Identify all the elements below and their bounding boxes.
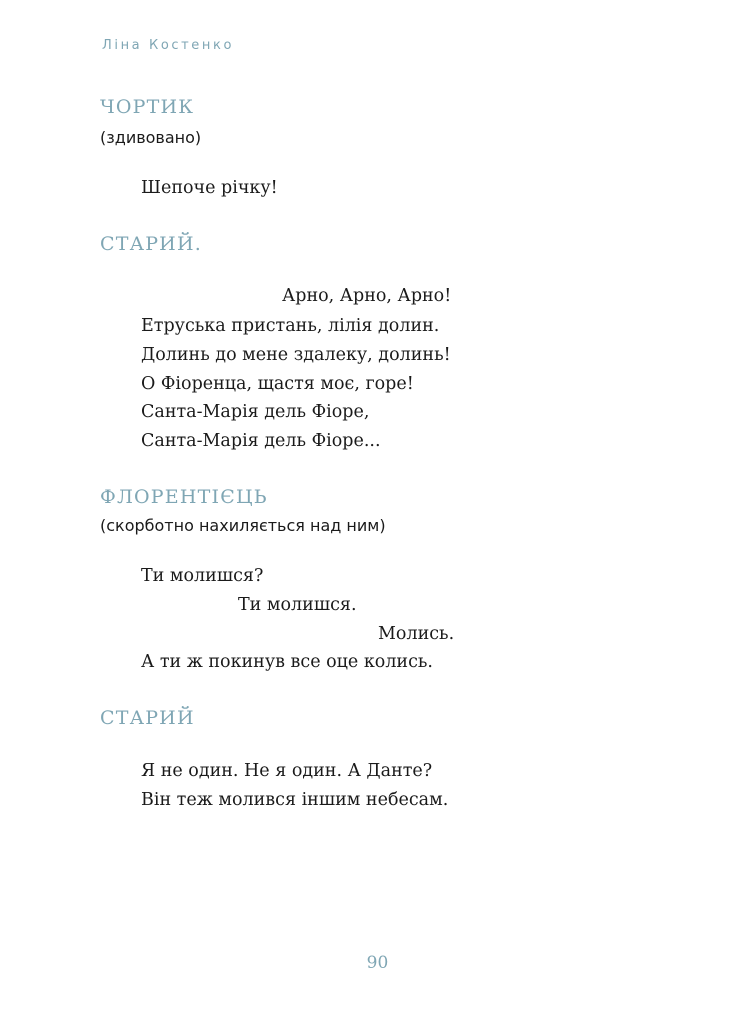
verse-line: Арно, Арно, Арно! xyxy=(282,286,452,306)
verse-line: Санта-Марія дель Фіоре... xyxy=(141,431,381,451)
verse-line: Ти молишся. xyxy=(238,595,357,615)
verse-line: Я не один. Не я один. А Данте? xyxy=(141,761,433,781)
speaker-name: ФЛОРЕНТІЄЦЬ xyxy=(100,486,268,508)
verse-line: Молись. xyxy=(378,624,455,644)
verse-line: Долинь до мене здалеку, долинь! xyxy=(141,345,451,365)
page-number: 90 xyxy=(366,953,389,973)
verse-line: Санта-Марія дель Фіоре, xyxy=(141,402,370,422)
verse-line: А ти ж покинув все оце колись. xyxy=(141,652,433,672)
verse-line: Він теж молився іншим небесам. xyxy=(141,790,449,810)
running-head-author: Ліна Костенко xyxy=(102,38,234,53)
verse-line: Шепоче річку! xyxy=(141,178,278,198)
stage-direction: (скорботно нахиляється над ним) xyxy=(100,516,386,535)
speaker-name: СТАРИЙ xyxy=(100,707,195,729)
verse-line: Ти молишся? xyxy=(141,566,264,586)
speaker-name: ЧОРТИК xyxy=(100,96,195,118)
speaker-name: СТАРИЙ. xyxy=(100,233,202,255)
verse-line: Етруська пристань, лілія долин. xyxy=(141,316,440,336)
verse-line: О Фіоренца, щастя моє, горе! xyxy=(141,374,414,394)
stage-direction: (здивовано) xyxy=(100,128,202,147)
